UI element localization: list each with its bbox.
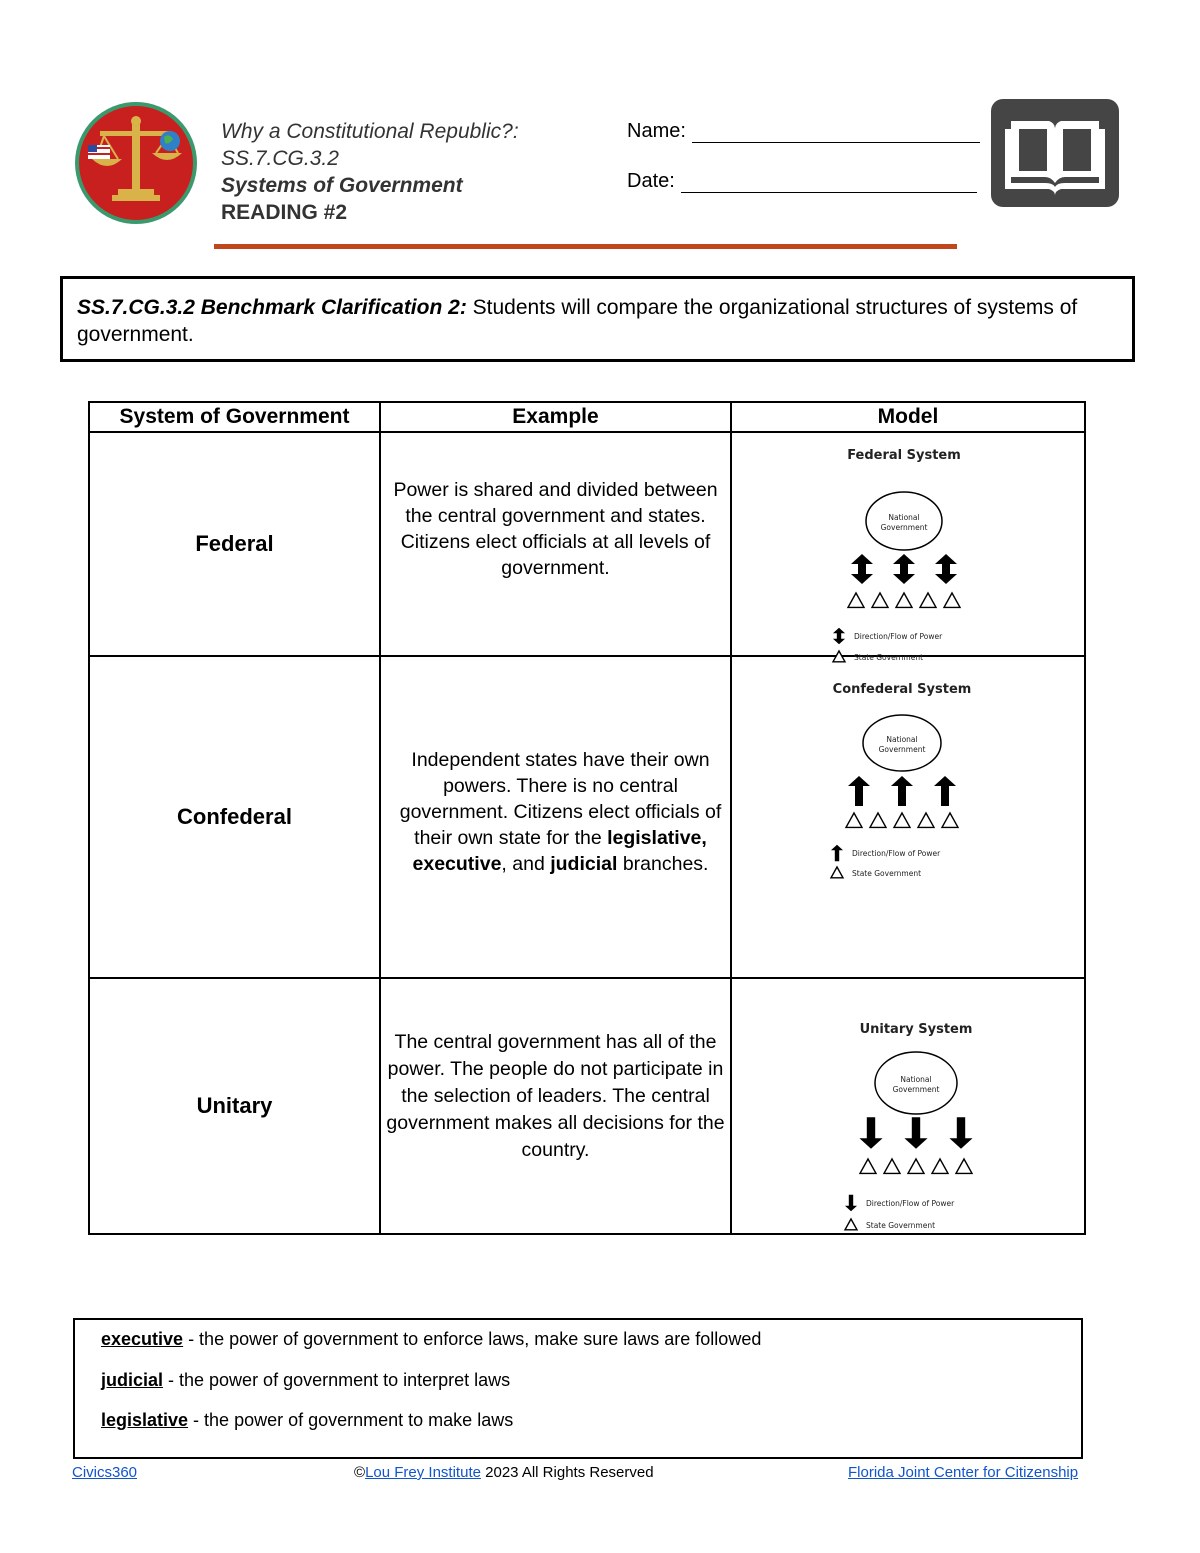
power-arrow-icon (904, 1117, 927, 1149)
state-government-icon (942, 813, 958, 827)
model-diagram (731, 656, 1085, 978)
example-text: Independent states have their own powers. There is no central government. Citizens elect officials of their own state for the legislative, executive, and judicial branches. (380, 656, 731, 978)
power-arrow-icon (935, 554, 957, 584)
power-arrow-icon (934, 776, 956, 806)
table-header-row (89, 402, 1085, 432)
state-government-icon (870, 813, 886, 827)
header-divider (214, 244, 957, 249)
state-government-icon (920, 593, 936, 607)
state-government-icon (944, 593, 960, 607)
power-arrow-icon (848, 776, 870, 806)
model-title: Confederal System (832, 682, 972, 697)
legend-arrow-icon (831, 845, 843, 862)
power-arrow-icon (891, 776, 913, 806)
copyright-text: 2023 All Rights Reserved (480, 1464, 654, 1481)
state-government-icon (848, 593, 864, 607)
term-executive: executive (412, 853, 502, 875)
state-government-icon (860, 1159, 876, 1173)
benchmark-label: SS.7.CG.3.2 Benchmark Clarification 2 (77, 296, 460, 319)
legend-state-label: State Government (866, 1221, 936, 1230)
benchmark-text: Students will compare the organizational structures of systems of government. (77, 296, 1078, 346)
legend-arrow-icon (833, 628, 845, 645)
header-example: Example (380, 402, 731, 432)
legend-state-icon (831, 867, 843, 878)
model-diagram (731, 432, 1085, 662)
lesson-title: Why a Constitutional Republic?: (221, 120, 519, 143)
state-government-icon (932, 1159, 948, 1173)
date-label: Date: (627, 170, 675, 192)
civics360-link[interactable]: Civics360 (72, 1464, 138, 1481)
logo (74, 101, 198, 225)
reading-label: READING #2 (221, 201, 348, 224)
system-name: Confederal (89, 656, 380, 978)
legend-flow-label: Direction/Flow of Power (854, 632, 943, 641)
node-label: National (888, 513, 920, 522)
footer-left (72, 1464, 137, 1481)
fjcc-link[interactable]: Florida Joint Center for Citizenship (848, 1464, 1079, 1481)
model-graphic (833, 448, 961, 662)
term-legislative: legislative (607, 827, 702, 849)
glossary-definition: - the power of government to interpret laws (163, 1370, 511, 1390)
glossary-item (101, 1410, 513, 1431)
name-line[interactable] (692, 122, 980, 143)
header-block (221, 118, 519, 226)
power-arrow-icon (851, 554, 873, 584)
benchmark-separator: : (459, 296, 467, 319)
copyright-symbol: © (354, 1464, 366, 1481)
date-field[interactable] (627, 170, 977, 193)
example-text: Power is shared and divided between the central government and states. Citizens elect officials at all levels of government. (380, 432, 731, 656)
glossary-term: legislative (101, 1410, 189, 1430)
topic-title: Systems of Government (221, 174, 463, 197)
power-arrow-icon (893, 554, 915, 584)
state-government-icon (872, 593, 888, 607)
node-label: Government (892, 1085, 940, 1094)
model-title: Federal System (847, 448, 961, 463)
term-judicial: judicial (550, 853, 618, 875)
node-label: National (900, 1075, 932, 1084)
state-government-icon (894, 813, 910, 827)
legend-state-icon (845, 1219, 857, 1230)
state-government-icon (884, 1159, 900, 1173)
state-government-icon (956, 1159, 972, 1173)
state-government-icon (846, 813, 862, 827)
power-arrow-icon (859, 1117, 882, 1149)
systems-table (88, 401, 1086, 1235)
legend-state-label: State Government (854, 653, 924, 662)
legend-flow-label: Direction/Flow of Power (866, 1199, 955, 1208)
footer-right (848, 1464, 1078, 1481)
glossary-definition: - the power of government to enforce laws, make sure laws are followed (183, 1329, 762, 1349)
benchmark-box (60, 276, 1135, 362)
legend-flow-label: Direction/Flow of Power (852, 849, 941, 858)
state-government-icon (918, 813, 934, 827)
header-system: System of Government (89, 402, 380, 432)
node-label: National (886, 735, 918, 744)
name-field[interactable] (627, 120, 980, 143)
model-diagram (731, 978, 1085, 1234)
model-graphic (845, 1022, 973, 1230)
example-text: The central government has all of the power. The people do not participate in the selection of leaders. The central government makes all decisions for the country. (380, 978, 731, 1234)
benchmark-code: SS.7.CG.3.2 (221, 147, 339, 170)
glossary-term: judicial (101, 1370, 164, 1390)
book-badge (991, 99, 1119, 207)
system-name: Federal (89, 432, 380, 656)
header-model: Model (731, 402, 1085, 432)
power-arrow-icon (949, 1117, 972, 1149)
state-government-icon (896, 593, 912, 607)
state-government-icon (908, 1159, 924, 1173)
glossary-term: executive (101, 1329, 184, 1349)
node-label: Government (880, 523, 928, 532)
legend-state-label: State Government (852, 869, 922, 878)
footer-center (354, 1464, 654, 1481)
model-title: Unitary System (859, 1022, 973, 1037)
legend-arrow-icon (845, 1195, 857, 1212)
scales-of-justice-icon (74, 101, 198, 225)
glossary-item (101, 1370, 510, 1391)
table-row-unitary (89, 978, 1085, 1234)
open-book-icon (991, 99, 1119, 207)
glossary-item (101, 1329, 761, 1350)
table-row-federal (89, 432, 1085, 656)
node-label: Government (878, 745, 926, 754)
table-row-confederal (89, 656, 1085, 978)
date-line[interactable] (681, 172, 977, 193)
lou-frey-link[interactable]: Lou Frey Institute (365, 1464, 481, 1481)
model-graphic (831, 682, 971, 878)
name-label: Name: (627, 120, 686, 142)
glossary-definition: - the power of government to make laws (188, 1410, 514, 1430)
system-name: Unitary (89, 978, 380, 1234)
glossary-box (73, 1318, 1083, 1459)
